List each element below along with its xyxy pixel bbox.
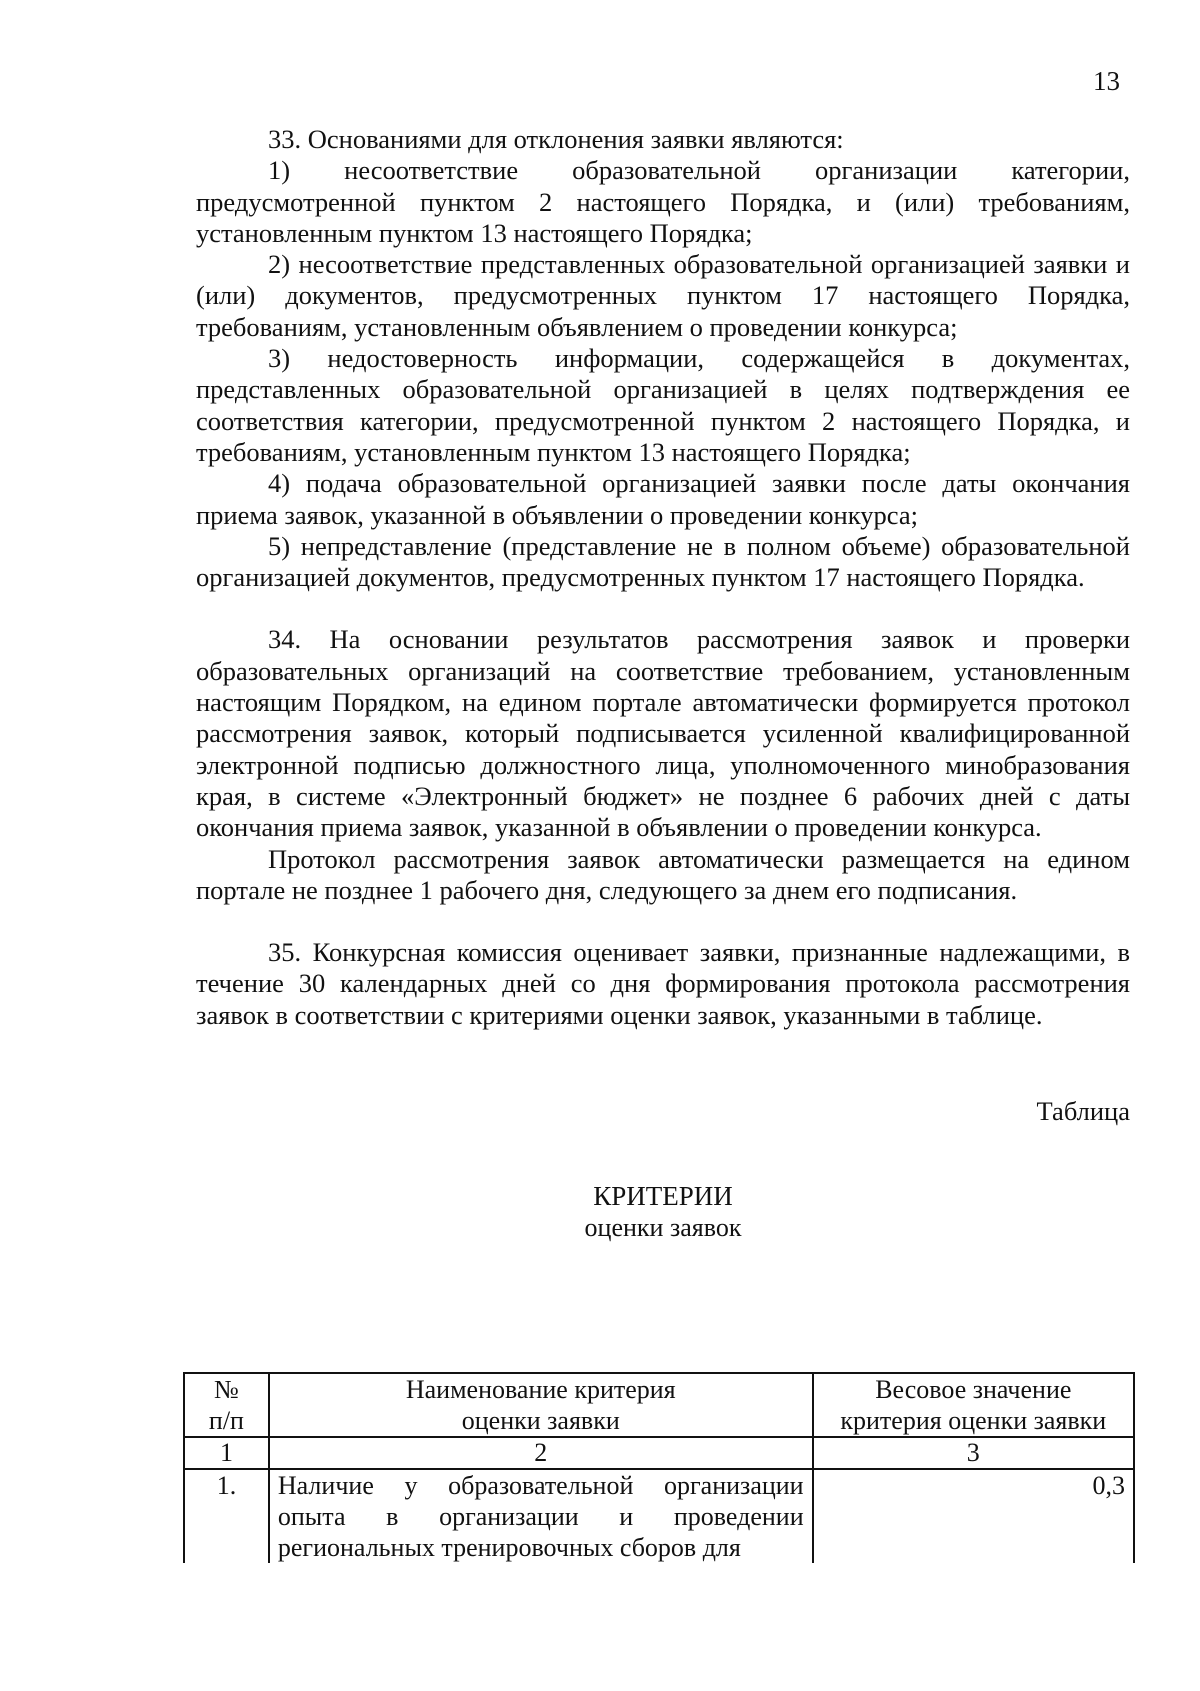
paragraph-33-item-1: 1) несоответствие образовательной организации категории, предусмотренной пунктом 2 настоящего Порядка, и (или) требованиям, установленным пунктом 13 настоящего Порядка; — [196, 155, 1130, 248]
paragraph-35: 35. Конкурсная комиссия оценивает заявки, признанные надлежащими, в течение 30 календарных дней со дня формирования протокола рассмотрения заявок в соответствии с критериями оценки заявок, указанными в таблице. — [196, 937, 1130, 1030]
table-header-row — [184, 1373, 1134, 1437]
table-label: Таблица — [1036, 1096, 1130, 1127]
header-criterion-line2: оценки заявки — [461, 1406, 620, 1435]
table-title: КРИТЕРИИ — [593, 1181, 733, 1212]
column-number-2: 2 — [269, 1437, 813, 1469]
document-body — [196, 124, 1130, 1243]
header-criterion-line1: Наименование критерия — [405, 1375, 676, 1404]
paragraph-33-item-5: 5) непредставление (представление не в полном объеме) образовательной организацией документов, предусмотренных пунктом 17 настоящего Порядка. — [196, 530, 1130, 593]
header-number-cell — [184, 1373, 269, 1437]
column-number-1: 1 — [184, 1437, 269, 1469]
header-number-line1: № — [214, 1375, 239, 1404]
table-subtitle: оценки заявок — [584, 1213, 742, 1243]
row-weight-cell: 0,3 — [813, 1469, 1134, 1563]
column-number-3: 3 — [813, 1437, 1134, 1469]
row-criterion-name-cell: Наличие у образовательной организации опыта в организации и проведении региональных тренировочных сборов для — [269, 1469, 813, 1563]
table-column-numbering-row — [184, 1437, 1134, 1469]
table-title-block — [196, 1179, 1130, 1243]
paragraph-33-item-3: 3) недостоверность информации, содержащейся в документах, представленных образовательной организацией в целях подтверждения ее соответствия категории, предусмотренной пунктом 2 настоящего Порядка, и требованиям, установленным пунктом 13 настоящего Порядка; — [196, 343, 1130, 467]
paragraph-34-protocol: Протокол рассмотрения заявок автоматически размещается на едином портале не позднее 1 рабочего дня, следующего за днем его подписания. — [196, 843, 1130, 905]
header-criterion-name-cell — [269, 1373, 813, 1437]
row-number-cell: 1. — [184, 1469, 269, 1563]
header-number-line2: п/п — [208, 1406, 244, 1435]
paragraph-34: 34. На основании результатов рассмотрения заявок и проверки образовательных организаций на соответствие требованием, установленным настоящим Порядком, на едином портале автоматически формируется протокол рассмотрения заявок, который подписывается усиленной квалифицированной электронной подписью должностного лица, уполномоченного минобразования края, в системе «Электронный бюджет» не позднее 6 рабочих дней с даты окончания приема заявок, указанной в объявлении о проведении конкурса. — [196, 624, 1130, 843]
page-number: 13 — [1093, 66, 1120, 96]
header-weight-line2: критерия оценки заявки — [840, 1406, 1107, 1435]
paragraph-33-item-4: 4) подача образовательной организацией заявки после даты окончания приема заявок, указанной в объявлении о проведении конкурса; — [196, 468, 1130, 530]
header-weight-cell — [813, 1373, 1134, 1437]
table-row — [184, 1469, 1134, 1563]
paragraph-33-item-2: 2) несоответствие представленных образовательной организацией заявки и (или) документов, предусмотренных пунктом 17 настоящего Порядка, требованиям, установленным объявлением о проведении конкурса; — [196, 249, 1130, 342]
criteria-table — [183, 1372, 1135, 1563]
paragraph-33-heading: 33. Основаниями для отклонения заявки являются: — [268, 124, 844, 154]
header-weight-line1: Весовое значение — [875, 1375, 1072, 1404]
